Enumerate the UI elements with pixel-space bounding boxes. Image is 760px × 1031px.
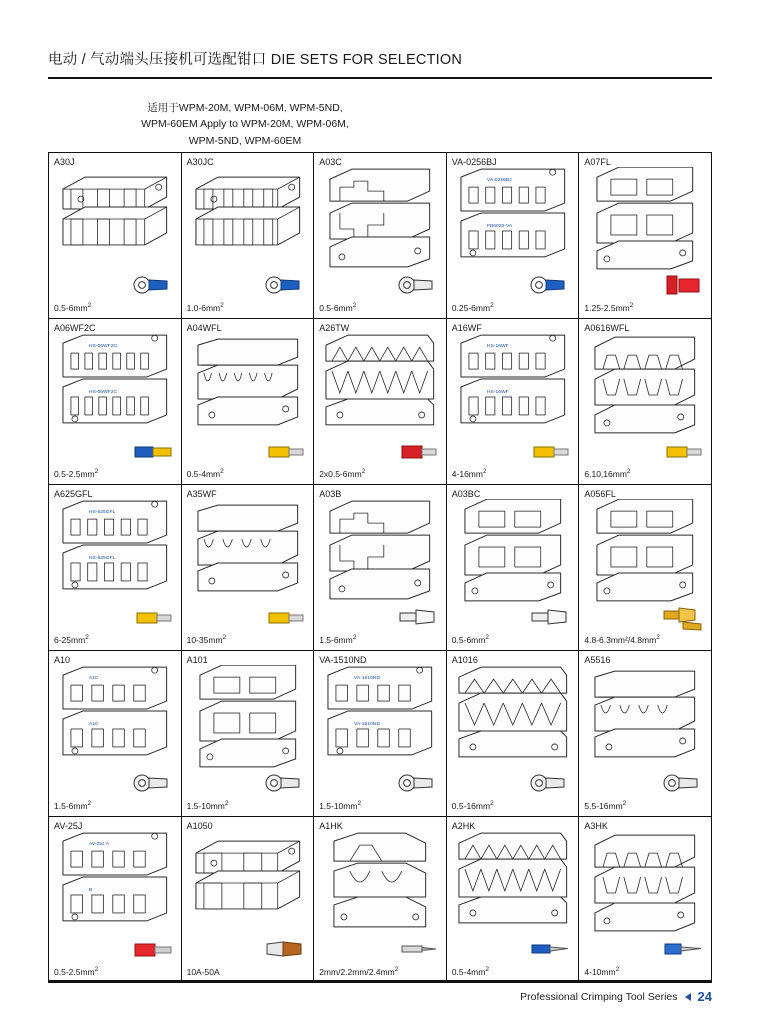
- die-illustration: [579, 665, 711, 781]
- terminal-icon: [528, 436, 574, 466]
- die-cell: [447, 817, 580, 983]
- die-cell: [579, 485, 712, 651]
- die-spec: [452, 634, 489, 645]
- die-cell: [314, 651, 447, 817]
- die-spec-value: 10-35mm: [186, 635, 223, 645]
- terminal-icon: [263, 270, 309, 300]
- die-cell: [49, 817, 182, 983]
- svg-text:FB6020-VA: FB6020-VA: [486, 222, 513, 229]
- terminal-icon: [396, 270, 442, 300]
- terminal-icon: [263, 934, 309, 964]
- die-spec-unit-exponent: 2: [485, 966, 489, 974]
- die-cell: [314, 817, 447, 983]
- die-spec-unit-exponent: 2: [490, 302, 494, 310]
- die-spec-unit-exponent: 2: [361, 468, 366, 476]
- die-spec: [54, 966, 98, 977]
- svg-text:HS-06WF2C: HS-06WF2C: [88, 343, 118, 350]
- terminal-icon: [528, 934, 574, 964]
- die-spec: [54, 468, 98, 479]
- die-cell: [314, 319, 447, 485]
- die-code: A3HK: [584, 821, 608, 831]
- die-illustration: [182, 831, 314, 947]
- die-code: A0616WFL: [584, 323, 630, 333]
- die-spec-value: 0.5-6mm: [451, 635, 486, 645]
- svg-text:VA-0256BJ: VA-0256BJ: [486, 177, 512, 184]
- die-cell: [182, 153, 315, 319]
- die-spec: [319, 634, 356, 645]
- svg-text:HS-625GFL: HS-625GFL: [88, 554, 116, 561]
- die-illustration: [49, 167, 181, 283]
- die-spec-unit-exponent: 2: [482, 468, 487, 476]
- die-cell: [182, 651, 315, 817]
- die-code: A1HK: [319, 821, 343, 831]
- terminal-icon: [661, 768, 707, 798]
- die-cell: [182, 319, 315, 485]
- svg-text:HS-06WF2C: HS-06WF2C: [88, 388, 118, 395]
- terminal-icon: [528, 602, 574, 632]
- die-spec-value: 10A-50A: [186, 967, 220, 977]
- die-spec: [54, 302, 91, 313]
- die-illustration: [314, 831, 446, 947]
- terminal-icon: [131, 270, 177, 300]
- die-illustration: [314, 665, 446, 781]
- terminal-icon: [661, 934, 707, 964]
- die-cell: [182, 817, 315, 983]
- die-spec-value: 6-25mm: [54, 635, 86, 645]
- die-spec-value: 0.5-2.5mm: [54, 469, 95, 479]
- die-spec-unit-exponent: 2: [394, 966, 399, 974]
- die-spec-unit-exponent: 2: [352, 634, 357, 642]
- intro-text: [48, 100, 712, 149]
- die-illustration: [447, 665, 579, 781]
- page-footer: [48, 980, 712, 1004]
- die-spec-value: 0.5-6mm: [54, 303, 88, 313]
- terminal-icon: [661, 270, 707, 300]
- die-illustration: [49, 831, 181, 947]
- die-cell: [447, 651, 580, 817]
- svg-text:A10: A10: [88, 675, 98, 682]
- die-illustration: [579, 499, 711, 615]
- die-spec: [584, 800, 626, 811]
- die-cell: [579, 153, 712, 319]
- page-number: 24: [697, 989, 712, 1004]
- die-code: A101: [186, 655, 208, 665]
- die-spec-value: 5.5-16mm: [584, 801, 623, 811]
- die-spec-value: 4.8-6.3mm²/4.8mm: [584, 635, 657, 645]
- die-spec-value: 1.5-10mm: [186, 801, 225, 811]
- svg-text:AV-25J A: AV-25J A: [88, 841, 109, 848]
- die-cell: [579, 319, 712, 485]
- die-spec-unit-exponent: 2: [222, 634, 227, 642]
- die-code: A5516: [584, 655, 611, 665]
- terminal-icon: [131, 768, 177, 798]
- die-cell: [314, 485, 447, 651]
- terminal-icon: [263, 768, 309, 798]
- die-spec-value: 1.25-2.5mm: [584, 303, 630, 313]
- terminal-icon: [263, 436, 309, 466]
- die-code: A2HK: [451, 821, 476, 831]
- die-illustration: [49, 333, 181, 449]
- die-cell: [49, 319, 182, 485]
- die-illustration: [447, 333, 579, 449]
- die-spec: [54, 800, 91, 811]
- die-spec-value: 2mm/2.2mm/2.4mm: [319, 967, 395, 977]
- die-illustration: [447, 499, 579, 615]
- die-spec: [187, 634, 227, 645]
- die-spec: [319, 302, 356, 313]
- die-cell: [579, 817, 712, 983]
- die-spec-unit-exponent: 2: [629, 302, 634, 310]
- die-spec: [452, 800, 494, 811]
- page-header: [48, 48, 712, 79]
- die-illustration: [314, 333, 446, 449]
- die-spec-value: 1.0-6mm: [186, 303, 221, 313]
- die-spec-unit-exponent: 2: [485, 634, 489, 642]
- die-code: VA-0256BJ: [451, 157, 497, 167]
- terminal-icon: [131, 934, 177, 964]
- die-spec: [187, 468, 224, 479]
- die-illustration: [182, 167, 314, 283]
- die-code: A625GFL: [54, 489, 93, 499]
- die-spec: [319, 800, 361, 811]
- die-spec: [584, 468, 630, 479]
- die-code: A056FL: [584, 489, 616, 499]
- die-spec: [187, 800, 229, 811]
- die-code: A26TW: [319, 323, 350, 333]
- die-cell: [49, 485, 182, 651]
- die-spec-value: 6,10,16mm: [584, 469, 627, 479]
- die-spec: [584, 634, 659, 645]
- terminal-icon: [661, 436, 707, 466]
- triangle-icon: [685, 993, 691, 1001]
- terminal-icon: [396, 602, 442, 632]
- die-spec-unit-exponent: 2: [87, 302, 92, 310]
- die-code: A35WF: [186, 489, 217, 499]
- die-code: A03B: [319, 489, 342, 499]
- die-cell: [447, 153, 580, 319]
- intro-line-2: WPM-60EM Apply to WPM-20M, WPM-06M,: [141, 118, 349, 131]
- die-spec: [319, 468, 365, 479]
- svg-text:B: B: [88, 886, 93, 893]
- die-spec-unit-exponent: 2: [357, 800, 362, 808]
- svg-text:A10: A10: [88, 720, 98, 727]
- terminal-icon: [396, 934, 442, 964]
- die-spec: [584, 966, 619, 977]
- die-spec-unit-exponent: 2: [94, 468, 99, 476]
- die-illustration: [447, 167, 579, 283]
- die-spec-value: 0.5-4mm: [186, 469, 221, 479]
- svg-text:HS-625GFL: HS-625GFL: [88, 509, 116, 516]
- svg-text:VA-1510ND: VA-1510ND: [354, 720, 381, 727]
- svg-text:HS-16WF: HS-16WF: [486, 388, 509, 395]
- die-spec-value: 4-16mm: [451, 469, 483, 479]
- die-illustration: [182, 499, 314, 615]
- die-set-grid: [48, 152, 712, 983]
- terminal-icon: [528, 270, 574, 300]
- die-spec-unit-exponent: 2: [626, 468, 631, 476]
- die-spec: [54, 634, 89, 645]
- terminal-icon: [396, 436, 442, 466]
- die-spec-value: 0.5-6mm: [319, 303, 353, 313]
- die-spec: [319, 966, 398, 977]
- die-spec-value: 4-10mm: [584, 967, 616, 977]
- die-illustration: [579, 167, 711, 283]
- die-spec: [584, 302, 633, 313]
- die-code: A1050: [186, 821, 213, 831]
- die-illustration: [314, 499, 446, 615]
- die-cell: [579, 651, 712, 817]
- die-spec-unit-exponent: 2: [656, 634, 660, 642]
- die-cell: [49, 651, 182, 817]
- footer-series-label: Professional Crimping Tool Series: [520, 990, 678, 1003]
- die-code: A10: [54, 655, 71, 665]
- die-spec: [187, 302, 224, 313]
- die-code: VA-1510ND: [319, 655, 367, 665]
- die-code: A30J: [54, 157, 75, 167]
- die-spec-value: 1.5-6mm: [319, 635, 353, 645]
- die-illustration: [314, 167, 446, 283]
- terminal-icon: [396, 768, 442, 798]
- die-code: A06WF2C: [54, 323, 96, 333]
- die-spec-unit-exponent: 2: [490, 800, 494, 808]
- die-spec-unit-exponent: 2: [352, 302, 357, 310]
- die-spec-value: 0.25-6mm: [451, 303, 491, 313]
- die-spec-unit-exponent: 2: [220, 302, 224, 310]
- die-spec-unit-exponent: 2: [220, 468, 224, 476]
- terminal-icon: [131, 436, 177, 466]
- die-spec-unit-exponent: 2: [615, 966, 620, 974]
- die-spec-value: 0.5-2.5mm: [54, 967, 95, 977]
- die-spec-unit-exponent: 2: [94, 966, 99, 974]
- intro-line-1: 适用于WPM-20M, WPM-06M, WPM-5ND,: [147, 102, 343, 114]
- die-code: A1016: [451, 655, 478, 665]
- die-illustration: [49, 665, 181, 781]
- die-illustration: [579, 333, 711, 449]
- die-spec-unit-exponent: 2: [224, 800, 229, 808]
- die-illustration: [49, 499, 181, 615]
- die-illustration: [182, 665, 314, 781]
- die-code: A03C: [319, 157, 342, 167]
- die-code: A03BC: [451, 489, 481, 499]
- die-spec: [187, 967, 220, 977]
- die-cell: [447, 485, 580, 651]
- die-spec-value: 1.5-6mm: [54, 801, 88, 811]
- die-spec: [452, 966, 489, 977]
- die-spec-value: 0.5-4mm: [451, 967, 486, 977]
- terminal-icon: [661, 602, 707, 632]
- die-spec-value: 2x0.5-6mm: [319, 469, 362, 479]
- svg-text:HS-16WF: HS-16WF: [486, 343, 509, 350]
- die-spec-value: 0.5-16mm: [451, 801, 491, 811]
- die-illustration: [447, 831, 579, 947]
- die-code: A04WFL: [186, 323, 222, 333]
- die-cell: [49, 153, 182, 319]
- die-spec: [452, 302, 494, 313]
- die-cell: [182, 485, 315, 651]
- terminal-icon: [131, 602, 177, 632]
- terminal-icon: [528, 768, 574, 798]
- die-spec-unit-exponent: 2: [85, 634, 89, 642]
- die-illustration: [182, 333, 314, 449]
- die-spec-value: 1.5-10mm: [319, 801, 358, 811]
- die-code: AV-25J: [54, 821, 83, 831]
- die-cell: [447, 319, 580, 485]
- die-code: A30JC: [186, 157, 214, 167]
- die-spec-unit-exponent: 2: [622, 800, 627, 808]
- die-spec-unit-exponent: 2: [87, 800, 92, 808]
- die-illustration: [579, 831, 711, 947]
- die-code: A16WF: [451, 323, 482, 333]
- intro-line-3: WPM-5ND, WPM-60EM: [188, 134, 302, 147]
- terminal-icon: [263, 602, 309, 632]
- die-spec: [452, 468, 487, 479]
- svg-text:VA-1510ND: VA-1510ND: [354, 675, 381, 682]
- page-title: 电动 / 气动端头压接机可选配钳口 DIE SETS FOR SELECTION: [48, 52, 463, 68]
- die-cell: [314, 153, 447, 319]
- die-code: A07FL: [584, 157, 611, 167]
